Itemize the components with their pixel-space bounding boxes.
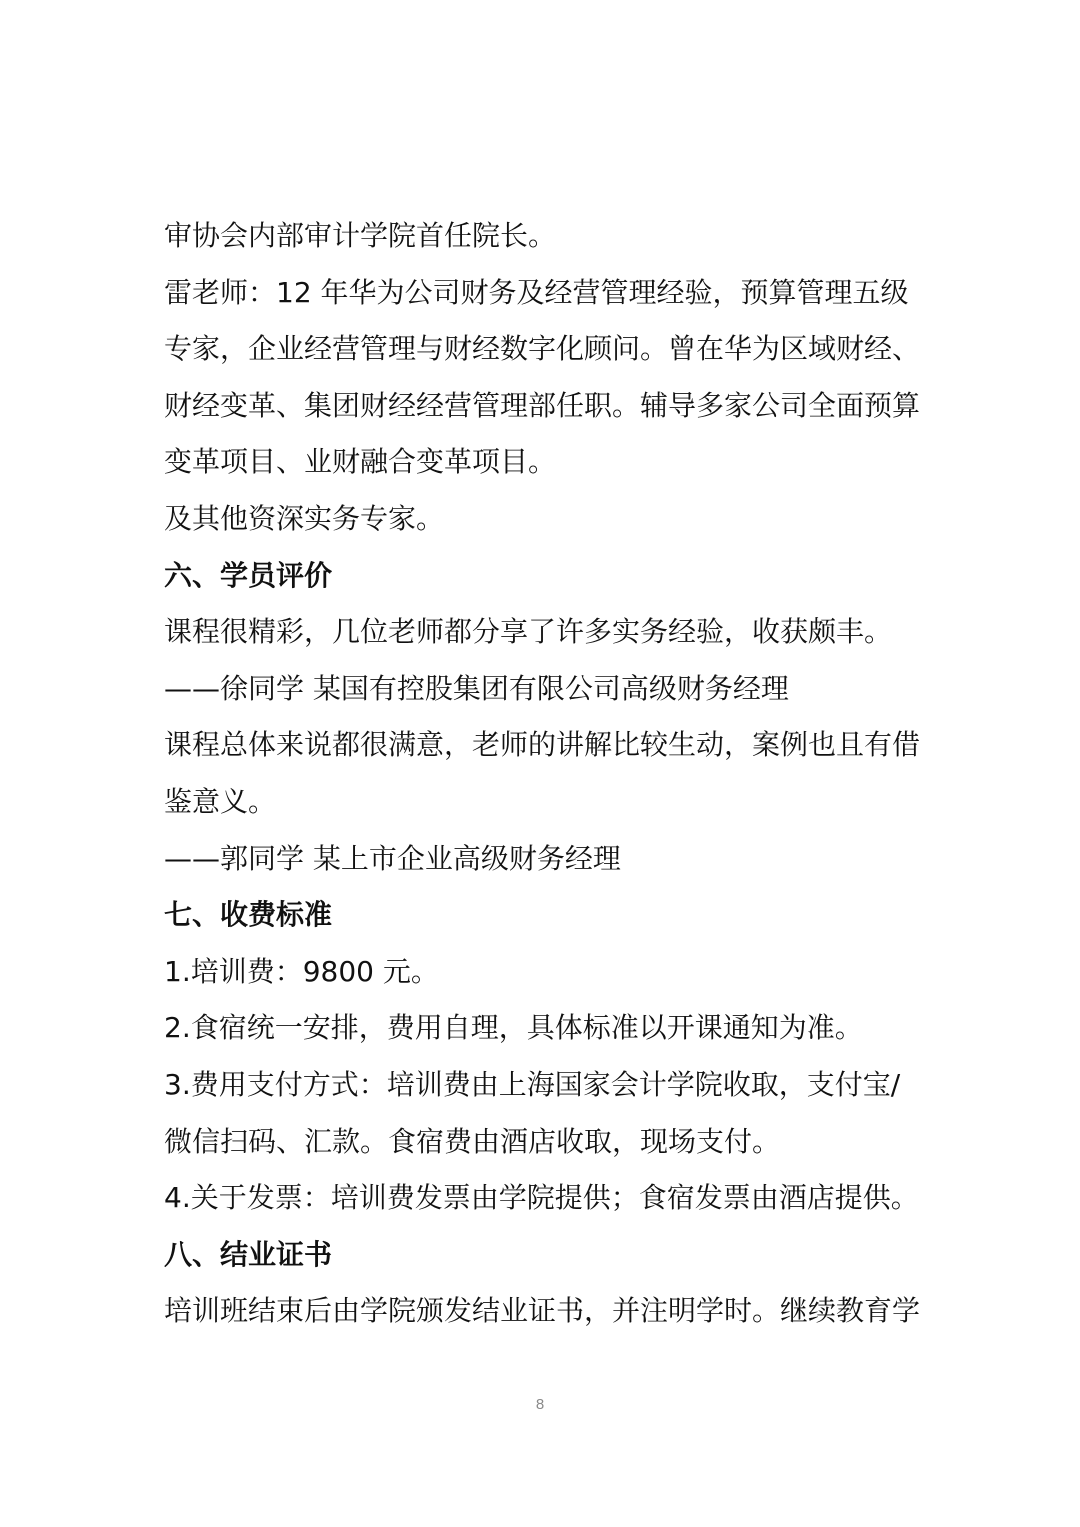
fee-item: 微信扫码、汇款。食宿费由酒店收取，现场支付。 [164, 1124, 781, 1158]
fee-item: 3.费用支付方式：培训费由上海国家会计学院收取，支付宝/ [164, 1067, 901, 1101]
review-text: 课程总体来说都很满意，老师的讲解比较生动，案例也且有借 [164, 728, 921, 762]
fee-item: 1.培训费：9800 元。 [164, 954, 439, 988]
page-number: 8 [535, 1396, 545, 1413]
text-line: 审协会内部审计学院首任院长。 [164, 219, 557, 252]
text-line: 财经变革、集团财经经营管理部任职。辅导多家公司全面预算 [164, 388, 921, 422]
review-attribution: ——郭同学 某上市企业高级财务经理 [164, 841, 621, 875]
fee-item: 4.关于发票：培训费发票由学院提供；食宿发票由酒店提供。 [164, 1181, 919, 1215]
section-heading-student-reviews: 六、学员评价 [164, 558, 333, 592]
page-content [164, 208, 954, 1340]
fee-item: 2.食宿统一安排，费用自理，具体标准以开课通知为准。 [164, 1011, 863, 1045]
review-text: 鉴意义。 [164, 784, 277, 818]
text-line: 雷老师：12 年华为公司财务及经营管理经验，预算管理五级 [164, 275, 909, 309]
text-line: 变革项目、业财融合变革项目。 [164, 445, 557, 479]
review-text: 课程很精彩，几位老师都分享了许多实务经验，收获颇丰。 [164, 615, 893, 649]
text-line: 培训班结束后由学院颁发结业证书，并注明学时。继续教育学 [164, 1294, 921, 1328]
text-line: 及其他资深实务专家。 [164, 501, 445, 535]
section-heading-fees: 七、收费标准 [164, 898, 333, 932]
review-attribution: ——徐同学 某国有控股集团有限公司高级财务经理 [164, 671, 789, 705]
text-line: 专家，企业经营管理与财经数字化顾问。曾在华为区域财经、 [164, 332, 921, 366]
section-heading-certificate: 八、结业证书 [164, 1237, 333, 1271]
